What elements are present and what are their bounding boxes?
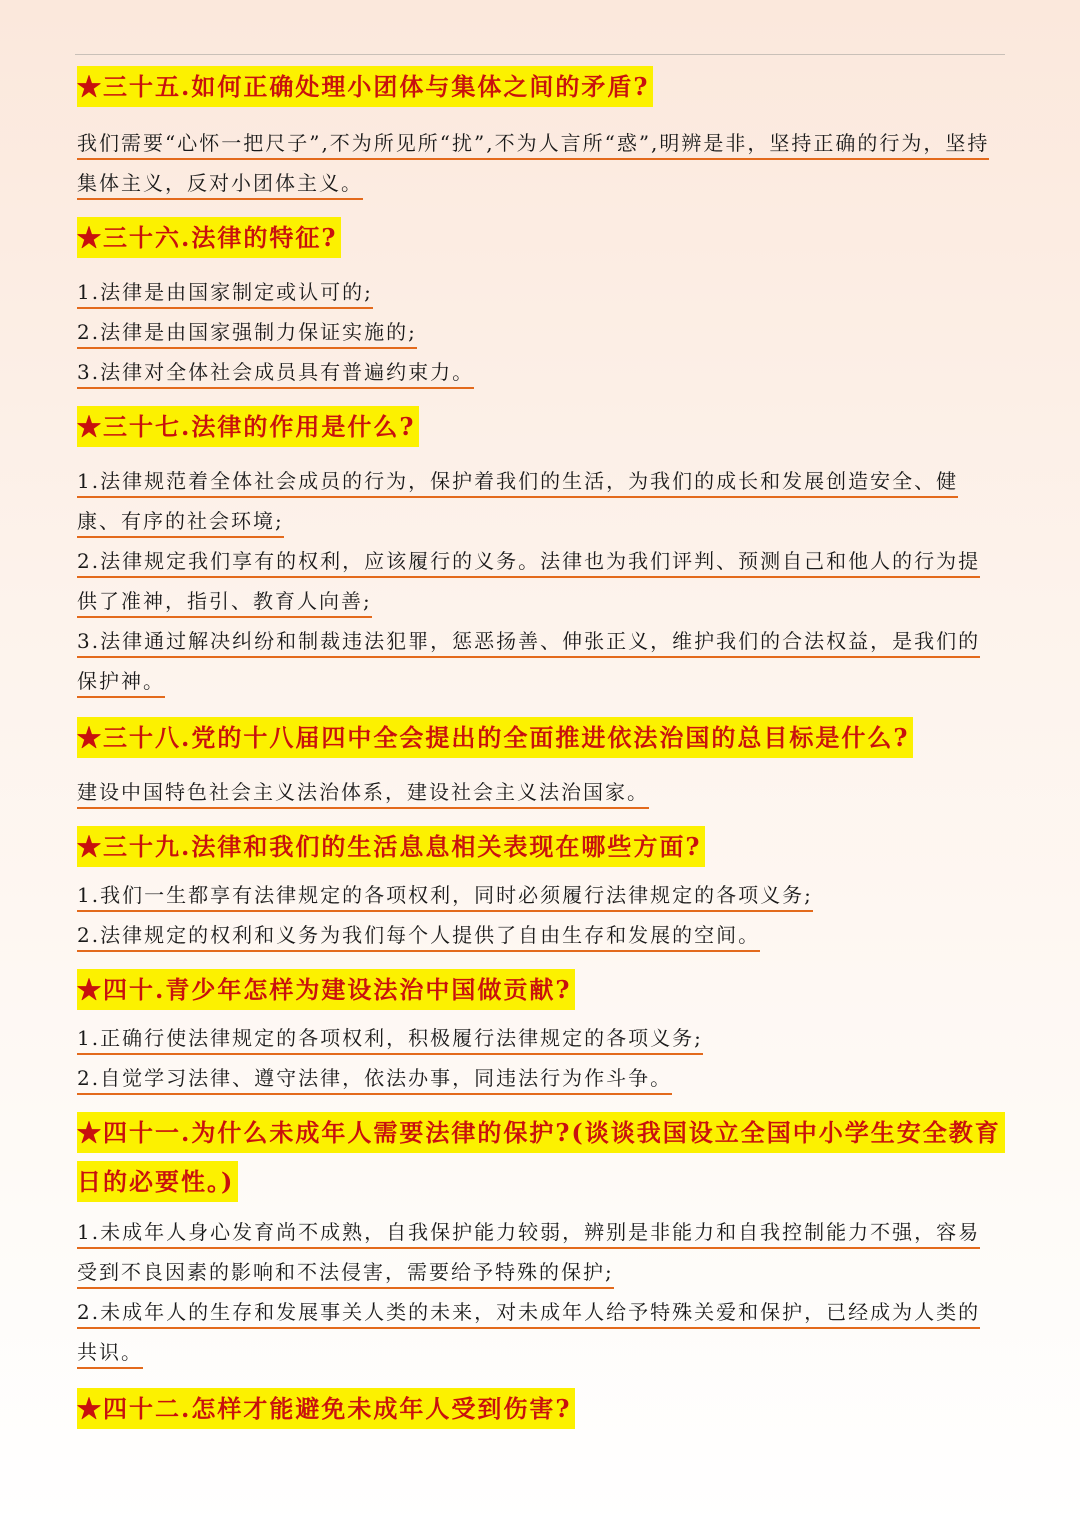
document-body	[77, 64, 1002, 1435]
answer-item: 2.法律是由国家强制力保证实施的;	[77, 312, 1002, 352]
answer-item: 1.我们一生都享有法律规定的各项权利，同时必须履行法律规定的各项义务;	[77, 875, 1002, 915]
section-35	[77, 64, 1002, 203]
answer-item: 1.法律规范着全体社会成员的行为，保护着我们的生活，为我们的成长和发展创造安全、健康、有序的社会环境;	[77, 461, 1002, 541]
question-heading: ★三十六.法律的特征?	[77, 217, 341, 258]
question-heading: ★四十.青少年怎样为建设法治中国做贡献?	[77, 969, 575, 1010]
question-heading: ★四十一.为什么未成年人需要法律的保护?(谈谈我国设立全国中小学生安全教育日的必要性。)	[77, 1112, 1005, 1202]
top-divider	[75, 54, 1005, 55]
section-40	[77, 967, 1002, 1098]
answer-item: 3.法律通过解决纠纷和制裁违法犯罪，惩恶扬善、伸张正义，维护我们的合法权益，是我们的保护神。	[77, 621, 1002, 701]
answer-item: 1.未成年人身心发育尚不成熟，自我保护能力较弱，辨别是非能力和自我控制能力不强，容易受到不良因素的影响和不法侵害，需要给予特殊的保护;	[77, 1212, 1002, 1292]
question-heading: ★四十二.怎样才能避免未成年人受到伤害?	[77, 1388, 575, 1429]
answer-paragraph: 我们需要“心怀一把尺子”,不为所见所“扰”,不为人言所“惑”,明辨是非，坚持正确的行为，坚持集体主义，反对小团体主义。	[77, 123, 1002, 203]
section-39	[77, 824, 1002, 955]
answer-item: 2.未成年人的生存和发展事关人类的未来，对未成年人给予特殊关爱和保护，已经成为人类的共识。	[77, 1292, 1002, 1372]
answer-item: 2.法律规定的权利和义务为我们每个人提供了自由生存和发展的空间。	[77, 915, 1002, 955]
answer-item: 2.法律规定我们享有的权利，应该履行的义务。法律也为我们评判、预测自己和他人的行为提供了准神，指引、教育人向善;	[77, 541, 1002, 621]
section-37	[77, 404, 1002, 701]
question-heading: ★三十七.法律的作用是什么?	[77, 406, 419, 447]
answer-item: 1.法律是由国家制定或认可的;	[77, 272, 1002, 312]
answer-item: 1.正确行使法律规定的各项权利，积极履行法律规定的各项义务;	[77, 1018, 1002, 1058]
question-heading: ★三十八.党的十八届四中全会提出的全面推进依法治国的总目标是什么?	[77, 717, 913, 758]
question-heading: ★三十九.法律和我们的生活息息相关表现在哪些方面?	[77, 826, 705, 867]
answer-item: 2.自觉学习法律、遵守法律，依法办事，同违法行为作斗争。	[77, 1058, 1002, 1098]
section-36	[77, 215, 1002, 392]
answer-paragraph: 建设中国特色社会主义法治体系，建设社会主义法治国家。	[77, 772, 1002, 812]
section-41	[77, 1110, 1002, 1372]
answer-item: 3.法律对全体社会成员具有普遍约束力。	[77, 352, 1002, 392]
question-heading: ★三十五.如何正确处理小团体与集体之间的矛盾?	[77, 66, 653, 107]
section-38	[77, 715, 1002, 812]
section-42	[77, 1386, 1002, 1435]
